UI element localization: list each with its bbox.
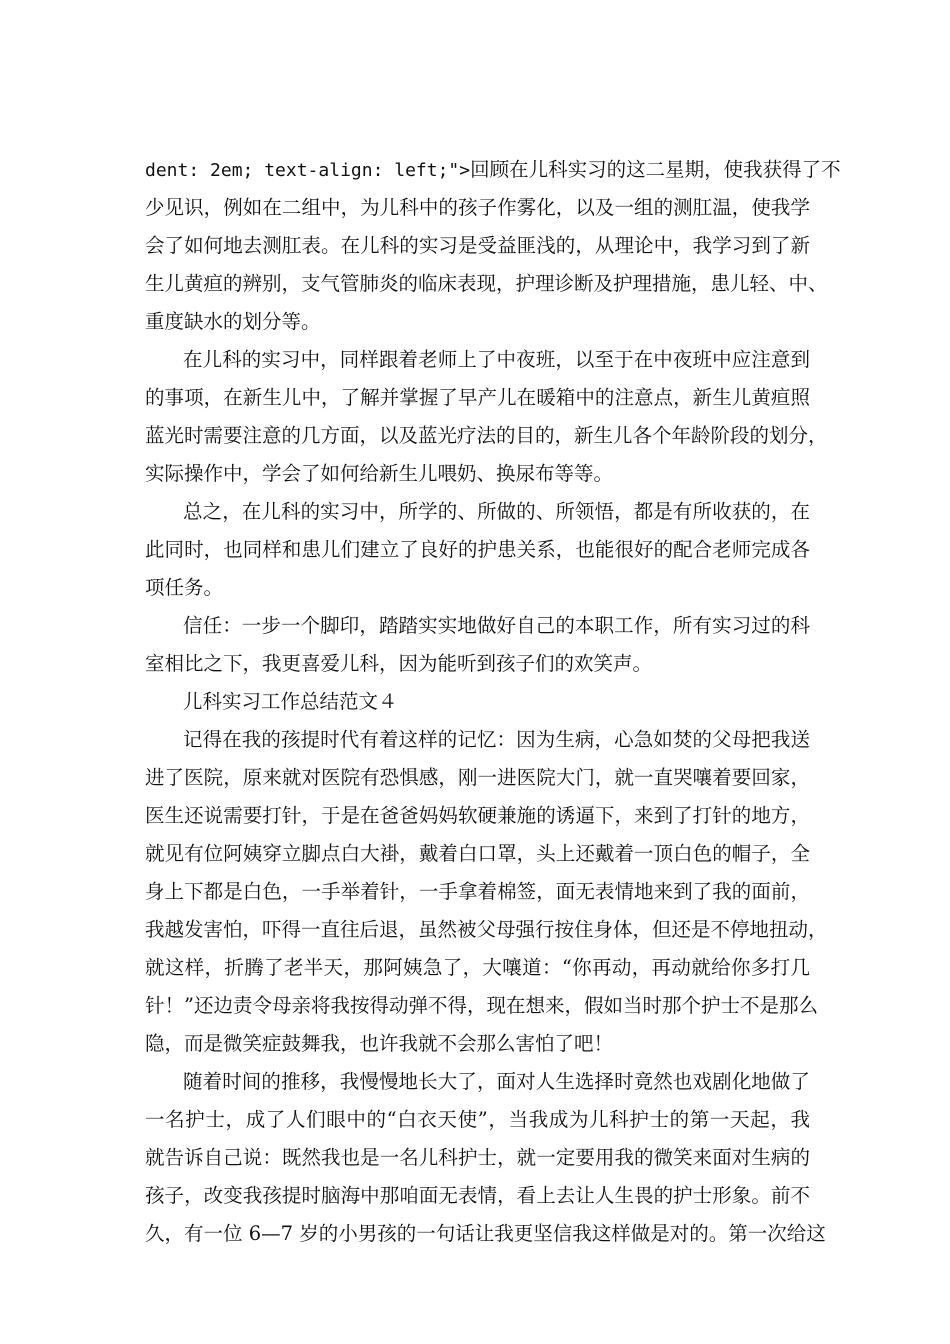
paragraph-line: 进了医院，原来就对医院有恐惧感，刚一进医院大门，就一直哭嚷着要回家， xyxy=(145,766,810,789)
paragraph-line: 针！”还边责令母亲将我按得动弹不得，现在想来，假如当时那个护士不是那么 xyxy=(145,994,818,1017)
paragraph-line: 的事项，在新生儿中，了解并掌握了早产儿在暖箱中的注意点，新生儿黄疸照 xyxy=(145,386,810,409)
paragraph-line: 会了如何地去测肛表。在儿科的实习是受益匪浅的，从理论中，我学习到了新 xyxy=(145,234,810,257)
paragraph-line: 久，有一位 6—7 岁的小男孩的一句话让我更坚信我这样做是对的。第一次给这 xyxy=(145,1222,826,1245)
paragraph-line: 少见识，例如在二组中，为儿科中的孩子作雾化，以及一组的测肛温，使我学 xyxy=(145,196,810,219)
paragraph-line: 实际操作中，学会了如何给新生儿喂奶、换尿布等等。 xyxy=(145,462,614,485)
paragraph-line: 总之，在儿科的实习中，所学的、所做的、所领悟，都是有所收获的，在 xyxy=(183,500,810,523)
paragraph-line: 重度缺水的划分等。 xyxy=(145,310,321,333)
paragraph-line: 医生还说需要打针，于是在爸爸妈妈软硬兼施的诱逼下，来到了打针的地方， xyxy=(145,804,810,827)
paragraph-line: 信任：一步一个脚印，踏踏实实地做好自己的本职工作，所有实习过的科 xyxy=(183,614,810,637)
paragraph-line: 一名护士，成了人们眼中的“白衣天使”，当我成为儿科护士的第一天起，我 xyxy=(145,1108,810,1131)
paragraph-line: 蓝光时需要注意的几方面，以及蓝光疗法的目的，新生儿各个年龄阶段的划分， xyxy=(145,424,828,447)
paragraph-line: 项任务。 xyxy=(145,576,224,599)
paragraph-line: 随着时间的推移，我慢慢地长大了，面对人生选择时竟然也戏剧化地做了 xyxy=(183,1070,810,1093)
paragraph-line: 孩子，改变我孩提时脑海中那咱面无表情，看上去让人生畏的护士形象。前不 xyxy=(145,1184,810,1207)
paragraph-line: 室相比之下，我更喜爱儿科，因为能听到孩子们的欢笑声。 xyxy=(145,652,653,675)
line-text: 回顾在儿科实习的这二星期，使我获得了不 xyxy=(470,158,841,181)
paragraph-line: 记得在我的孩提时代有着这样的记忆：因为生病，心急如焚的父母把我送 xyxy=(183,728,810,751)
paragraph-line: 生儿黄疸的辨别，支气管肺炎的临床表现，护理诊断及护理措施，患儿轻、中、 xyxy=(145,272,828,295)
paragraph-line: 就告诉自己说：既然我也是一名儿科护士，就一定要用我的微笑来面对生病的 xyxy=(145,1146,810,1169)
paragraph-line: 隐，而是微笑症鼓舞我，也许我就不会那么害怕了吧！ xyxy=(145,1032,614,1055)
paragraph-line: 就这样，折腾了老半天，那阿姨急了，大嚷道：“你再动，再动就给你多打几 xyxy=(145,956,810,979)
paragraph-line: 此同时，也同样和患儿们建立了良好的护患关系，也能很好的配合老师完成各 xyxy=(145,538,810,561)
paragraph-line xyxy=(145,151,841,189)
paragraph-line: 在儿科的实习中，同样跟着老师上了中夜班，以至于在中夜班中应注意到 xyxy=(183,348,810,371)
section-heading: 儿科实习工作总结范文４ xyxy=(183,690,398,713)
paragraph-line: 我越发害怕，吓得一直往后退，虽然被父母强行按住身体，但还是不停地扭动， xyxy=(145,918,828,941)
paragraph-line: 身上下都是白色，一手举着针，一手拿着棉签，面无表情地来到了我的面前， xyxy=(145,880,810,903)
code-fragment: dent: 2em; text-align: left;"> xyxy=(145,160,471,181)
paragraph-line: 就见有位阿姨穿立脚点白大褂，戴着白口罩，头上还戴着一顶白色的帽子，全 xyxy=(145,842,810,865)
